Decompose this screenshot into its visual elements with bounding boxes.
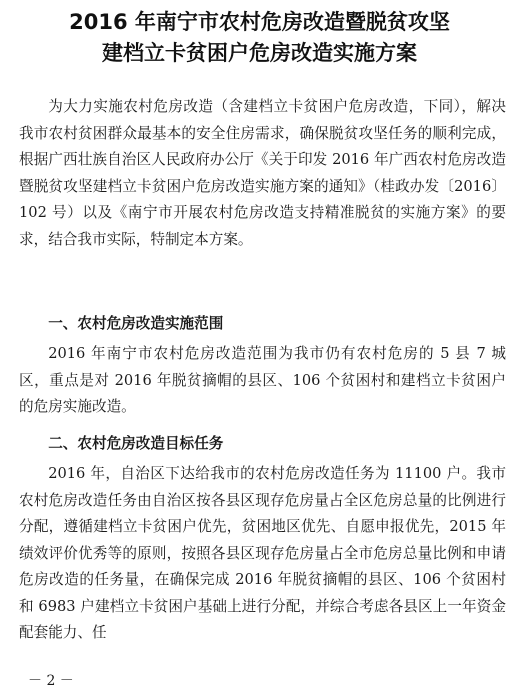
section-2-paragraph: 2016 年，自治区下达给我市的农村危房改造任务为 11100 户。我市农村危房改造任务由自治区按各县区现存危房量占全区危房总量的比例进行分配，遵循建档立卡贫困户优先，贫困地区优先、自愿申报优先，2015 年绩效评价优秀等的原则，按照各县区现存危房量占全市危房总量比例和申请危房改造的任务量，在确保完成 2016 年脱贫摘帽的县区、106 个贫困村和 6983 户建档立卡贫困户基础上进行分配，并综合考虑各县区上一年资金配套能力、任 (19, 465, 506, 641)
intro-paragraph: 为大力实施农村危房改造（含建档立卡贫困户危房改造，下同），解决我市农村贫困群众最基本的安全住房需求，确保脱贫攻坚任务的顺利完成，根据广西壮族自治区人民政府办公厅《关于印发 2016 年广西农村危房改造暨脱贫攻坚建档立卡贫困户危房改造实施方案的通知》（桂政办发〔2016〕102 号）以及《南宁市开展农村危房改造支持精准脱贫的实施方案》的要求，结合我市实际，特制定本方案。 (19, 98, 506, 248)
page-number: － 2 － (28, 673, 74, 689)
section-2-heading: 二、农村危房改造目标任务 (48, 435, 224, 452)
document-title-line-1: 2016 年南宁市农村危房改造暨脱贫攻坚 (69, 10, 450, 34)
document-title-line-2: 建档立卡贫困户危房改造实施方案 (102, 41, 417, 65)
section-1-heading: 一、农村危房改造实施范围 (48, 315, 224, 332)
section-1-paragraph: 2016 年南宁市农村危房改造范围为我市仍有农村危房的 5 县 7 城区，重点是对 2016 年脱贫摘帽的县区、106 个贫困村和建档立卡贫困户的危房实施改造。 (19, 345, 506, 415)
